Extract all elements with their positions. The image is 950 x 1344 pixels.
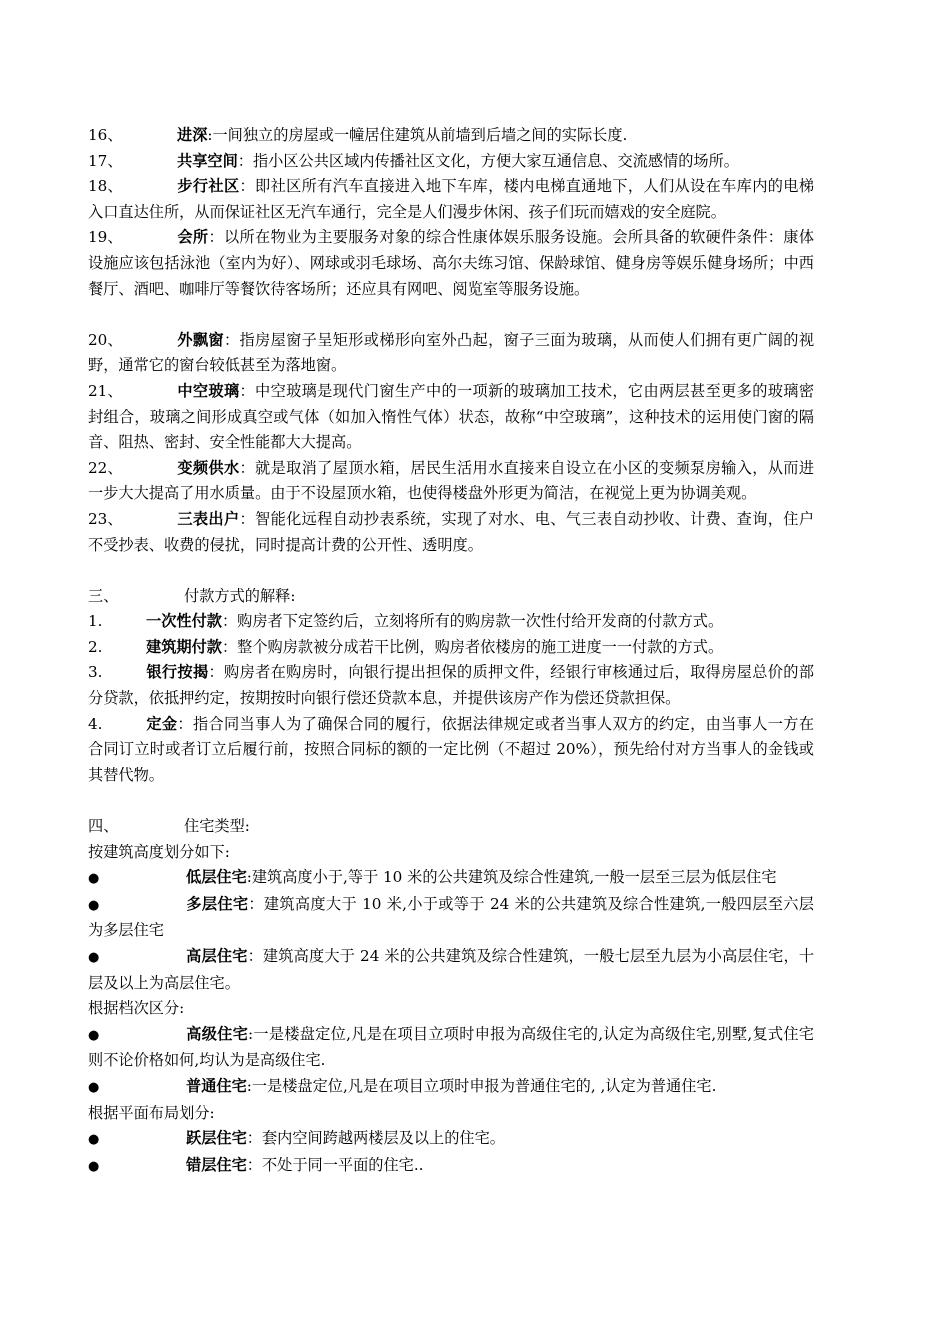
item-term: 定金 bbox=[146, 714, 178, 733]
item-term: 步行社区 bbox=[177, 177, 240, 196]
subsection-label: 按建筑高度划分如下: bbox=[88, 842, 230, 861]
bullet-item bbox=[88, 865, 814, 892]
bullet-icon: ● bbox=[88, 1132, 100, 1148]
item-text: :一间独立的房屋或一幢居住建筑从前墙到后墙之间的实际长度. bbox=[207, 126, 628, 144]
payment-item bbox=[88, 609, 814, 635]
item-term: 进深 bbox=[177, 126, 208, 144]
paragraph-gap bbox=[88, 558, 814, 584]
item-term: 错层住宅 bbox=[186, 1155, 247, 1174]
item-text: ：中空玻璃是现代门窗生产中的一项新的玻璃加工技术，它由两层甚至更多的玻璃密封组合，玻璃之间形成真空或气体（如加入惰性气体）状态，故称“中空玻璃”，这种技术的运用使门窗的隔音、阻热、密封、安全性能都大大提高。 bbox=[88, 381, 815, 452]
item-number: 3. bbox=[88, 663, 103, 682]
bullet-icon: ● bbox=[88, 897, 100, 913]
glossary-item bbox=[88, 149, 814, 175]
document-page bbox=[88, 123, 814, 1179]
payment-item bbox=[88, 635, 814, 661]
glossary-item bbox=[88, 174, 814, 225]
item-term: 建筑期付款 bbox=[146, 637, 222, 656]
item-text: ：指房屋窗子呈矩形或梯形向室外凸起，窗子三面为玻璃，从而使人们拥有更广阔的视野，通常它的窗台较低甚至为落地窗。 bbox=[88, 330, 815, 375]
item-text: ：智能化远程自动抄表系统，实现了对水、电、气三表自动抄收、计费、查询，住户不受抄表、收费的侵扰，同时提高计费的公开性、透明度。 bbox=[88, 509, 815, 554]
section-heading-payment bbox=[88, 584, 814, 610]
item-text: ：就是取消了屋顶水箱，居民生活用水直接来自设立在小区的变频泵房输入，从而进一步大大提高了用水质量。由于不设屋顶水箱，也使得楼盘外形更为简洁，在视觉上更为协调美观。 bbox=[88, 458, 815, 503]
item-number: 19、 bbox=[88, 228, 123, 247]
item-term: 高层住宅 bbox=[186, 947, 248, 965]
item-term: 跃层住宅 bbox=[186, 1129, 247, 1148]
item-text: ：指小区公共区域内传播社区文化，方便大家互通信息、交流感情的场所。 bbox=[237, 151, 739, 170]
glossary-item bbox=[88, 123, 814, 149]
item-term: 三表出户 bbox=[177, 509, 240, 528]
item-text: ：购房者在购房时，向银行提出担保的质押文件，经银行审核通过后，取得房屋总价的部分贷款，依抵押约定，按期按时向银行偿还贷款本息，并提供该房产作为偿还贷款担保。 bbox=[88, 663, 815, 708]
item-term: 变频供水 bbox=[177, 458, 240, 477]
bullet-icon: ● bbox=[88, 871, 100, 887]
item-text: ：建筑高度大于 10 米,小于或等于 24 米的公共建筑及综合性建筑,一般四层至六层为多层住宅 bbox=[88, 894, 814, 940]
item-number: 18、 bbox=[88, 177, 123, 196]
item-number: 20、 bbox=[88, 330, 123, 349]
payment-item bbox=[88, 712, 814, 789]
paragraph-gap bbox=[88, 302, 814, 328]
item-term: 一次性付款 bbox=[146, 612, 222, 631]
glossary-item bbox=[88, 328, 814, 379]
section-title: 住宅类型: bbox=[184, 817, 250, 836]
glossary-item bbox=[88, 379, 814, 456]
item-term: 外飘窗 bbox=[177, 330, 224, 349]
bullet-item bbox=[88, 1153, 814, 1180]
item-text: ：建筑高度大于 24 米的公共建筑及综合性建筑，一般七层至九层为小高层住宅，十层及以上为高层住宅。 bbox=[88, 947, 815, 992]
bullet-icon: ● bbox=[88, 1158, 100, 1174]
item-term: 共享空间 bbox=[177, 151, 238, 170]
item-number: 4. bbox=[88, 714, 103, 733]
item-number: 21、 bbox=[88, 381, 123, 400]
item-term: 多层住宅 bbox=[186, 894, 249, 913]
paragraph-gap bbox=[88, 788, 814, 814]
item-term: 普通住宅 bbox=[186, 1076, 247, 1095]
bullet-item bbox=[88, 892, 814, 944]
item-text: ：套内空间跨越两楼层及以上的住宅。 bbox=[246, 1129, 505, 1148]
subsection-label: 根据档次区分: bbox=[88, 999, 185, 1018]
bullet-icon: ● bbox=[88, 1027, 100, 1043]
glossary-item bbox=[88, 456, 814, 507]
item-term: 银行按揭 bbox=[146, 663, 209, 682]
glossary-item bbox=[88, 507, 814, 558]
item-number: 16、 bbox=[88, 126, 123, 144]
bullet-item bbox=[88, 1126, 814, 1153]
subsection-label: 根据平面布局划分: bbox=[88, 1103, 215, 1122]
section-title: 付款方式的解释: bbox=[184, 586, 296, 605]
item-text: :一是楼盘定位,凡是在项目立项时申报为高级住宅的,认定为高级住宅,别墅,复式住宅则不论价格如何,均认为是高级住宅. bbox=[88, 1024, 814, 1070]
item-number: 23、 bbox=[88, 509, 123, 528]
item-number: 1. bbox=[88, 612, 103, 631]
item-term: 会所 bbox=[177, 228, 209, 247]
item-text: ：整个购房款被分成若干比例，购房者依楼房的施工进度一一付款的方式。 bbox=[221, 637, 724, 656]
item-text: ：以所在物业为主要服务对象的综合性康体娱乐服务设施。会所具备的软硬件条件：康体设施应该包括泳池（室内为好）、网球或羽毛球场、高尔夫练习馆、保龄球馆、健身房等娱乐健身场所；中西餐厅、酒吧、咖啡厅等餐饮待客场所；还应具有网吧、阅览室等服务设施。 bbox=[88, 228, 815, 298]
item-number: 2. bbox=[88, 637, 103, 656]
item-term: 中空玻璃 bbox=[177, 381, 240, 400]
payment-item bbox=[88, 660, 814, 711]
item-number: 17、 bbox=[88, 151, 123, 170]
item-number: 22、 bbox=[88, 458, 123, 477]
section-number: 四、 bbox=[88, 817, 119, 836]
item-text: ：不处于同一平面的住宅.. bbox=[246, 1155, 424, 1174]
item-text: ：即社区所有汽车直接进入地下车库，楼内电梯直通地下，人们从设在车库内的电梯入口直达住所，从而保证社区无汽车通行，完全是人们漫步休闲、孩子们玩而嬉戏的安全庭院。 bbox=[88, 177, 815, 221]
bullet-item bbox=[88, 944, 814, 996]
item-text: ：购房者下定签约后，立刻将所有的购房款一次性付给开发商的付款方式。 bbox=[221, 612, 724, 631]
bullet-icon: ● bbox=[88, 950, 100, 965]
section-heading-housing bbox=[88, 814, 814, 840]
item-term: 高级住宅 bbox=[186, 1024, 249, 1043]
bullet-item bbox=[88, 1022, 814, 1074]
item-text: :一是楼盘定位,凡是在项目立项时申报为普通住宅的, ,认定为普通住宅. bbox=[246, 1076, 717, 1095]
bullet-item bbox=[88, 1074, 814, 1101]
glossary-item bbox=[88, 225, 814, 302]
section-number: 三、 bbox=[88, 586, 119, 605]
bullet-icon: ● bbox=[88, 1079, 100, 1095]
item-text: :建筑高度小于,等于 10 米的公共建筑及综合性建筑,一般一层至三层为低层住宅 bbox=[246, 868, 777, 887]
item-text: ：指合同当事人为了确保合同的履行，依据法律规定或者当事人双方的约定，由当事人一方在合同订立时或者订立后履行前，按照合同标的额的一定比例（不超过 20%），预先给付对方当事人的金钱或其替代物。 bbox=[88, 714, 815, 784]
item-term: 低层住宅 bbox=[186, 868, 247, 887]
